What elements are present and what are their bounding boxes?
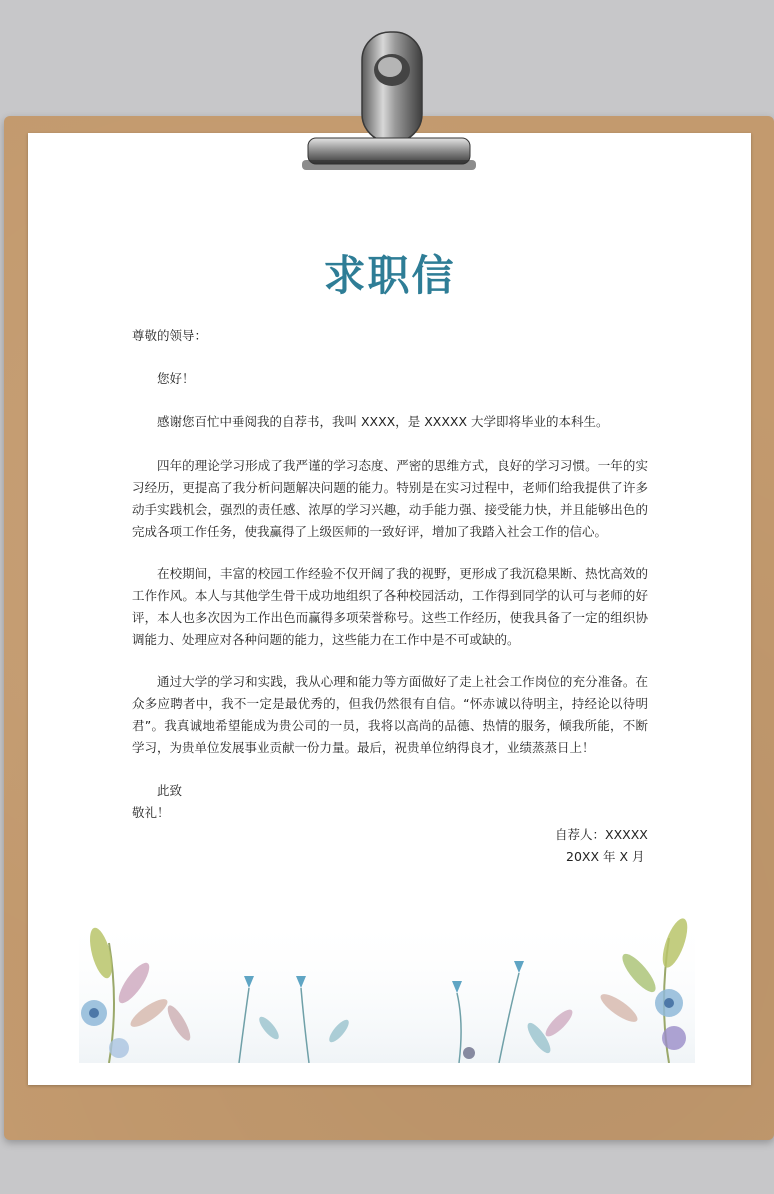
letter-date: 20XX 年 X 月	[566, 849, 645, 864]
closing-salute: 敬礼！	[132, 805, 170, 820]
letter-title: 求职信	[323, 251, 456, 300]
paragraph-intro: 感谢您百忙中垂阅我的自荐书，我叫 XXXX，是 XXXXX 大学即将毕业的本科生。	[157, 414, 609, 429]
paragraph-campus: 在校期间，丰富的校园工作经验不仅开阔了我的视野，更形成了我沉稳果断、热忱高效的工作作风。本人与其他学生骨干成功地组织了各种校园活动，工作得到同学的认可与老师的好评，本人也多次因为工作出色而赢得多项荣誉称号。这些工作经历，使我具备了一定的组织协调能力、处理应对各种问题的能力，这些能力在工作中是不可或缺的。	[132, 566, 648, 647]
paragraph-study: 四年的理论学习形成了我严谨的学习态度、严密的思维方式，良好的学习习惯。一年的实习经历，更提高了我分析问题解决问题的能力。特别是在实习过程中，老师们给我提供了许多动手实践机会，强烈的责任感、浓厚的学习兴趣，动手能力强、接受能力快，并且能够出色的完成各项工作任务，使我赢得了上级医师的一致好评，增加了我踏入社会工作的信心。	[132, 458, 648, 539]
salutation: 尊敬的领导：	[132, 328, 208, 343]
paragraph-closing: 通过大学的学习和实践，我从心理和能力等方面做好了走上社会工作岗位的充分准备。在众多应聘者中，我不一定是最优秀的，但我仍然很有自信。“怀赤诚以待明主，持经论以待明君”。我真诚地希望能成为贵公司的一员，我将以高尚的品德、热情的服务，倾我所能，不断学习，为贵单位发展事业贡献一份力量。最后，祝贵单位纳得良才，业绩蒸蒸日上！	[132, 674, 648, 755]
greeting: 您好！	[157, 371, 195, 386]
signer: 自荐人：XXXXX	[555, 827, 648, 842]
closing-regards: 此致	[157, 783, 183, 798]
floral-decoration	[79, 913, 695, 1063]
letter-paper	[28, 133, 751, 1085]
binder-clip	[300, 26, 478, 176]
